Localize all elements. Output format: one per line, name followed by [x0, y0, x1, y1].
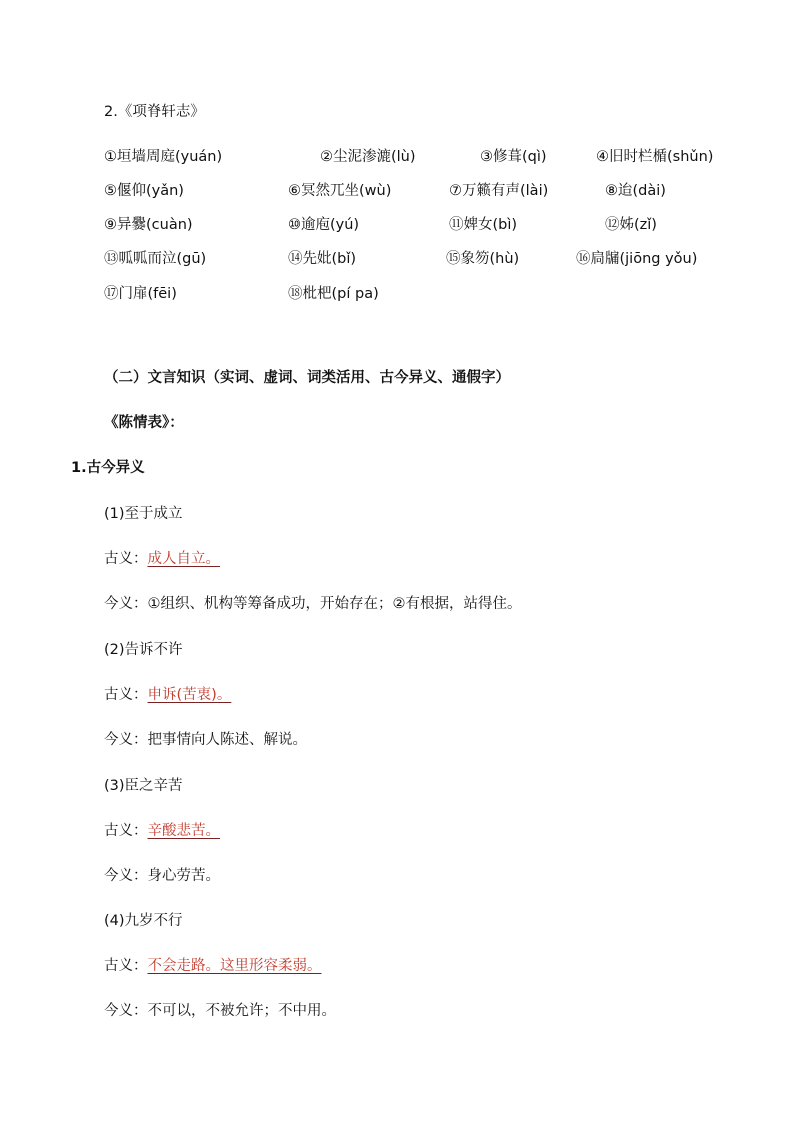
vocab-item: ⑯扃牖(jiōng yǒu) — [576, 251, 698, 267]
modern-meaning-line: 今义：①组织、机构等筹备成功，开始存在；②有根据，站得住。 — [104, 596, 522, 612]
ancient-meaning-value: 成人自立。 — [147, 551, 220, 567]
vocab-item: ⑪婢女(bì) — [449, 217, 518, 233]
vocab-item: ③修葺(qì) — [480, 149, 547, 165]
ancient-meaning-label: 古义： — [104, 823, 148, 839]
entry-title: (4)九岁不行 — [104, 913, 183, 929]
ancient-meaning-line — [104, 683, 231, 704]
entry-title: (2)告诉不许 — [104, 642, 183, 658]
vocab-item: ⑧迨(dài) — [605, 183, 666, 199]
vocab-item: ⑫姊(zǐ) — [605, 217, 657, 233]
section-heading: 2.《项脊轩志》 — [104, 104, 205, 120]
entry-title: (3)臣之辛苦 — [104, 778, 183, 794]
ancient-meaning-label: 古义： — [104, 958, 148, 974]
subsection-title: 《陈情表》： — [104, 415, 184, 431]
vocab-item: ⑮象笏(hù) — [446, 251, 520, 267]
vocab-item: ⑤偃仰(yǎn) — [104, 183, 184, 199]
ancient-meaning-value: 辛酸悲苦。 — [147, 823, 220, 839]
vocab-item: ⑰门扉(fēi) — [104, 286, 177, 302]
vocab-item: ④旧时栏楯(shǔn) — [596, 149, 714, 165]
ancient-meaning-value: 申诉(苦衷)。 — [147, 687, 232, 703]
vocab-item: ⑩逾庖(yú) — [288, 217, 360, 233]
vocab-item: ②尘泥渗漉(lù) — [320, 149, 416, 165]
ancient-meaning-value: 不会走路。这里形容柔弱。 — [147, 958, 322, 974]
vocab-item: ⑨异爨(cuàn) — [104, 217, 193, 233]
ancient-meaning-label: 古义： — [104, 687, 148, 703]
modern-meaning-line: 今义：身心劳苦。 — [104, 868, 220, 884]
ancient-meaning-line — [104, 547, 220, 568]
category-title: 1.古今异义 — [71, 460, 145, 476]
vocab-item: ⑱枇杷(pí pa) — [288, 286, 379, 302]
vocab-item: ①垣墙周庭(yuán) — [104, 149, 223, 165]
entry-title: (1)至于成立 — [104, 506, 183, 522]
modern-meaning-line: 今义：不可以，不被允许；不中用。 — [104, 1003, 336, 1019]
vocab-item: ⑦万籁有声(lài) — [449, 183, 549, 199]
vocab-item: ⑥冥然兀坐(wù) — [288, 183, 392, 199]
ancient-meaning-line — [104, 954, 322, 975]
vocab-item: ⑭先妣(bǐ) — [288, 251, 357, 267]
ancient-meaning-label: 古义： — [104, 551, 148, 567]
ancient-meaning-line — [104, 819, 220, 840]
section-title: （二）文言知识（实词、虚词、词类活用、古今异义、通假字） — [104, 370, 510, 386]
vocab-item: ⑬呱呱而泣(gū) — [104, 251, 207, 267]
modern-meaning-line: 今义：把事情向人陈述、解说。 — [104, 732, 307, 748]
